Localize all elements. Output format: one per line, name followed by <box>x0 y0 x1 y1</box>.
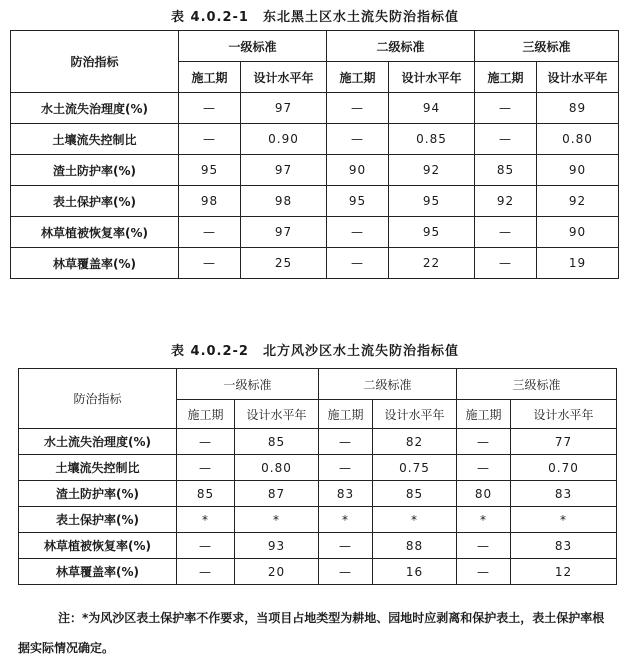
value-cell: * <box>177 507 235 533</box>
row-label: 表土保护率(%) <box>19 507 177 533</box>
value-cell: 92 <box>537 186 619 217</box>
value-cell: 16 <box>373 559 457 585</box>
table1-period-construction: 施工期 <box>475 62 537 93</box>
table-row <box>11 186 619 217</box>
row-label: 渣土防护率(%) <box>11 155 179 186</box>
value-cell: 12 <box>511 559 617 585</box>
value-cell: 90 <box>327 155 389 186</box>
value-cell: 83 <box>319 481 373 507</box>
value-cell: 82 <box>373 429 457 455</box>
value-cell: 0.90 <box>241 124 327 155</box>
value-cell: 95 <box>327 186 389 217</box>
table2-level-2-header: 二级标准 <box>319 369 457 400</box>
row-label: 土壤流失控制比 <box>11 124 179 155</box>
value-cell: 20 <box>235 559 319 585</box>
value-cell: 98 <box>241 186 327 217</box>
value-cell: — <box>319 455 373 481</box>
value-cell: 97 <box>241 155 327 186</box>
table2-period-design-year: 设计水平年 <box>511 400 617 429</box>
value-cell: — <box>177 533 235 559</box>
value-cell: — <box>179 93 241 124</box>
value-cell: — <box>475 248 537 279</box>
table1-level-3-header: 三级标准 <box>475 31 619 62</box>
value-cell: * <box>511 507 617 533</box>
table2-title: 表 4.0.2-2 北方风沙区水土流失防治指标值 <box>171 344 459 359</box>
value-cell: 89 <box>537 93 619 124</box>
value-cell: 97 <box>241 217 327 248</box>
table-row <box>11 124 619 155</box>
row-label: 水土流失治理度(%) <box>11 93 179 124</box>
table2-period-construction: 施工期 <box>319 400 373 429</box>
value-cell: — <box>327 124 389 155</box>
value-cell: 88 <box>373 533 457 559</box>
value-cell: — <box>457 455 511 481</box>
value-cell: — <box>319 429 373 455</box>
value-cell: 77 <box>511 429 617 455</box>
table2-period-construction: 施工期 <box>177 400 235 429</box>
value-cell: — <box>177 559 235 585</box>
value-cell: — <box>179 217 241 248</box>
value-cell: * <box>319 507 373 533</box>
value-cell: 80 <box>457 481 511 507</box>
value-cell: 0.75 <box>373 455 457 481</box>
value-cell: 25 <box>241 248 327 279</box>
value-cell: — <box>457 533 511 559</box>
table2-period-design-year: 设计水平年 <box>373 400 457 429</box>
value-cell: 22 <box>389 248 475 279</box>
table1-period-design-year: 设计水平年 <box>389 62 475 93</box>
value-cell: 95 <box>389 217 475 248</box>
table-row <box>11 93 619 124</box>
table2 <box>18 368 617 585</box>
table-row <box>19 533 617 559</box>
table-row <box>11 248 619 279</box>
row-label: 林草覆盖率(%) <box>11 248 179 279</box>
value-cell: 83 <box>511 481 617 507</box>
value-cell: 95 <box>179 155 241 186</box>
value-cell: — <box>475 217 537 248</box>
value-cell: * <box>373 507 457 533</box>
table1-period-construction: 施工期 <box>327 62 389 93</box>
value-cell: 0.85 <box>389 124 475 155</box>
table1-period-design-year: 设计水平年 <box>241 62 327 93</box>
row-label: 林草覆盖率(%) <box>19 559 177 585</box>
value-cell: 93 <box>235 533 319 559</box>
value-cell: — <box>327 217 389 248</box>
value-cell: 85 <box>235 429 319 455</box>
row-label: 水土流失治理度(%) <box>19 429 177 455</box>
value-cell: — <box>177 429 235 455</box>
value-cell: 95 <box>389 186 475 217</box>
value-cell: 0.80 <box>235 455 319 481</box>
row-label: 林草植被恢复率(%) <box>11 217 179 248</box>
value-cell: 83 <box>511 533 617 559</box>
table2-indicator-header: 防治指标 <box>19 369 177 429</box>
table1-level-2-header: 二级标准 <box>327 31 475 62</box>
table2-period-construction: 施工期 <box>457 400 511 429</box>
value-cell: 0.80 <box>537 124 619 155</box>
value-cell: 97 <box>241 93 327 124</box>
table1-period-design-year: 设计水平年 <box>537 62 619 93</box>
value-cell: — <box>327 93 389 124</box>
value-cell: — <box>475 93 537 124</box>
value-cell: * <box>457 507 511 533</box>
value-cell: 87 <box>235 481 319 507</box>
row-label: 表土保护率(%) <box>11 186 179 217</box>
value-cell: 85 <box>373 481 457 507</box>
value-cell: 92 <box>389 155 475 186</box>
value-cell: — <box>319 533 373 559</box>
table-row <box>19 481 617 507</box>
table-row <box>19 559 617 585</box>
table-row <box>11 155 619 186</box>
value-cell: 90 <box>537 217 619 248</box>
value-cell: — <box>475 124 537 155</box>
table-row <box>19 507 617 533</box>
value-cell: — <box>179 248 241 279</box>
value-cell: — <box>457 429 511 455</box>
table1 <box>10 30 619 279</box>
value-cell: 0.70 <box>511 455 617 481</box>
table2-period-design-year: 设计水平年 <box>235 400 319 429</box>
table-row <box>19 455 617 481</box>
table2-level-3-header: 三级标准 <box>457 369 617 400</box>
value-cell: 90 <box>537 155 619 186</box>
value-cell: 94 <box>389 93 475 124</box>
table-row <box>19 429 617 455</box>
value-cell: — <box>177 455 235 481</box>
row-label: 土壤流失控制比 <box>19 455 177 481</box>
value-cell: 85 <box>475 155 537 186</box>
table1-level-1-header: 一级标准 <box>179 31 327 62</box>
row-label: 林草植被恢复率(%) <box>19 533 177 559</box>
table1-indicator-header: 防治指标 <box>11 31 179 93</box>
table-row <box>11 217 619 248</box>
table1-title: 表 4.0.2-1 东北黑土区水土流失防治指标值 <box>171 10 459 25</box>
table-note: 注：*为风沙区表土保护率不作要求，当项目占地类型为耕地、园地时应剥离和保护表土，表土保护率根据实际情况确定。 <box>18 611 605 655</box>
value-cell: 92 <box>475 186 537 217</box>
value-cell: 85 <box>177 481 235 507</box>
value-cell: 19 <box>537 248 619 279</box>
value-cell: — <box>319 559 373 585</box>
table1-period-construction: 施工期 <box>179 62 241 93</box>
value-cell: — <box>327 248 389 279</box>
value-cell: 98 <box>179 186 241 217</box>
value-cell: — <box>457 559 511 585</box>
row-label: 渣土防护率(%) <box>19 481 177 507</box>
value-cell: — <box>179 124 241 155</box>
value-cell: * <box>235 507 319 533</box>
table2-level-1-header: 一级标准 <box>177 369 319 400</box>
